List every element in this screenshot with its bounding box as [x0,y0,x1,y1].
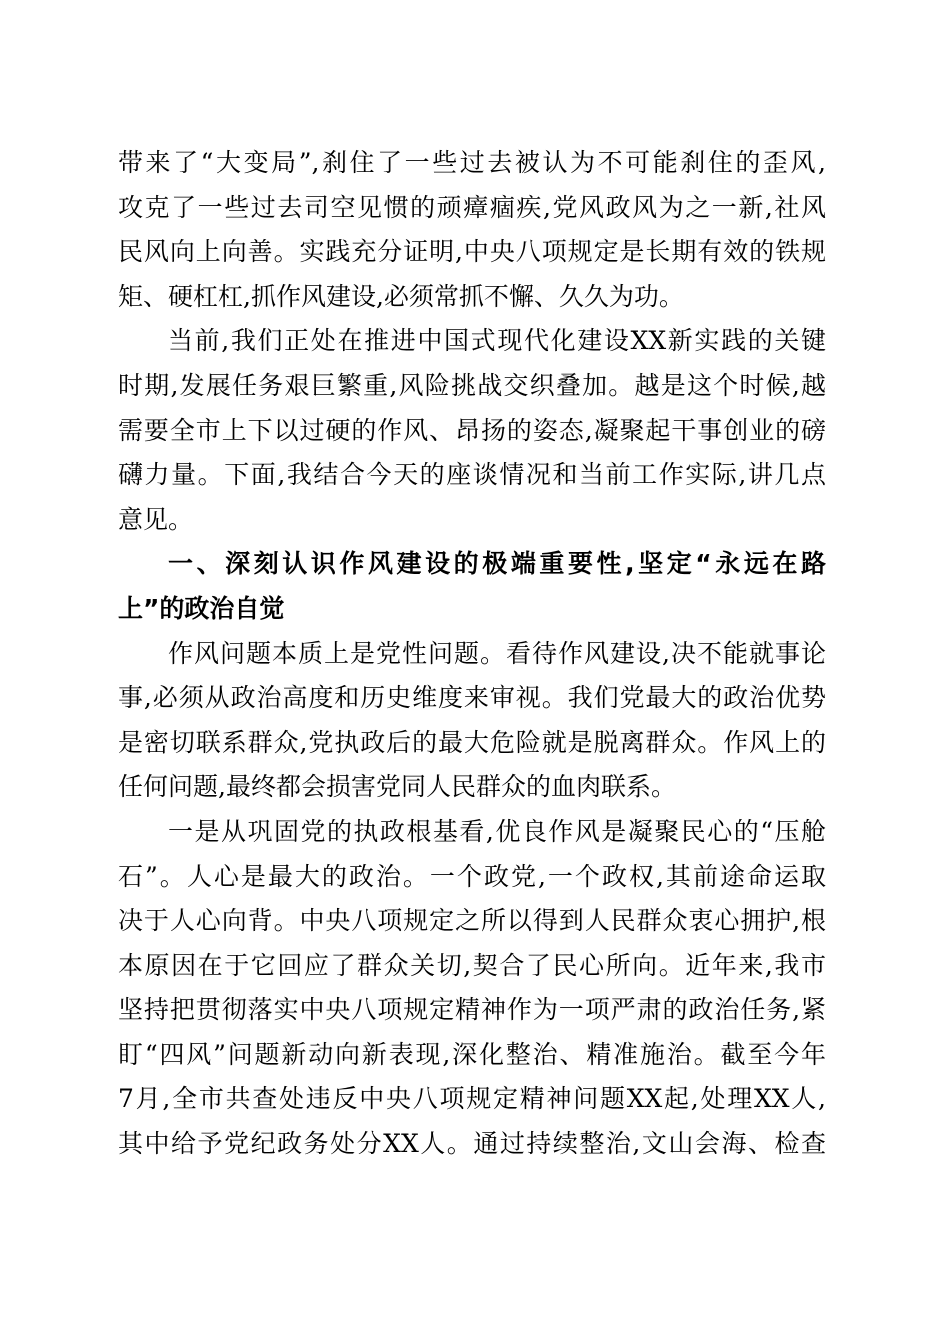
paragraph-4-line-2: 石”。人心是最大的政治。一个政党,一个政权,其前途命运取 [118,861,826,891]
paragraph-4-line-4: 本原因在于它回应了群众关切,契合了民心所向。近年来,我市 [118,950,826,980]
section-heading-line-2: 上”的政治自觉 [118,593,285,623]
paragraph-1-line-2: 攻克了一些过去司空见惯的顽瘴痼疾,党风政风为之一新,社风 [118,192,826,222]
paragraph-2-line-1: 当前,我们正处在推进中国式现代化建设XX新实践的关键 [168,326,826,356]
paragraph-1-line-3: 民风向上向善。实践充分证明,中央八项规定是长期有效的铁规 [118,237,826,267]
paragraph-4-line-8: 其中给予党纪政务处分XX人。通过持续整治,文山会海、检查 [118,1129,826,1159]
paragraph-2-line-2: 时期,发展任务艰巨繁重,风险挑战交织叠加。越是这个时候,越 [118,370,826,400]
document-body [118,141,826,1167]
paragraph-4-line-6: 盯“四风”问题新动向新表现,深化整治、精准施治。截至今年 [118,1039,826,1069]
paragraph-4-line-1: 一是从巩固党的执政根基看,优良作风是凝聚民心的“压舱 [168,816,826,846]
paragraph-3-line-1: 作风问题本质上是党性问题。看待作风建设,决不能就事论 [168,638,826,668]
paragraph-2-line-4: 礴力量。下面,我结合今天的座谈情况和当前工作实际,讲几点 [118,460,826,490]
paragraph-3-line-3: 是密切联系群众,党执政后的最大危险就是脱离群众。作风上的 [118,727,826,757]
paragraph-4-line-3: 决于人心向背。中央八项规定之所以得到人民群众衷心拥护,根 [118,906,826,936]
paragraph-3-line-2: 事,必须从政治高度和历史维度来审视。我们党最大的政治优势 [118,683,826,713]
section-heading-line-1: 一、深刻认识作风建设的极端重要性,坚定“永远在路 [168,549,826,579]
paragraph-3-line-4: 任何问题,最终都会损害党同人民群众的血肉联系。 [118,772,676,802]
paragraph-1-line-1: 带来了“大变局”,刹住了一些过去被认为不可能刹住的歪风, [118,148,826,177]
paragraph-4-line-7: 7月,全市共查处违反中央八项规定精神问题XX起,处理XX人, [118,1084,826,1114]
paragraph-2-line-5: 意见。 [118,504,194,534]
paragraph-4-line-5: 坚持把贯彻落实中央八项规定精神作为一项严肃的政治任务,紧 [118,995,826,1025]
paragraph-1-line-4: 矩、硬杠杠,抓作风建设,必须常抓不懈、久久为功。 [118,281,684,311]
paragraph-2-line-3: 需要全市上下以过硬的作风、昂扬的姿态,凝聚起干事创业的磅 [118,415,826,445]
